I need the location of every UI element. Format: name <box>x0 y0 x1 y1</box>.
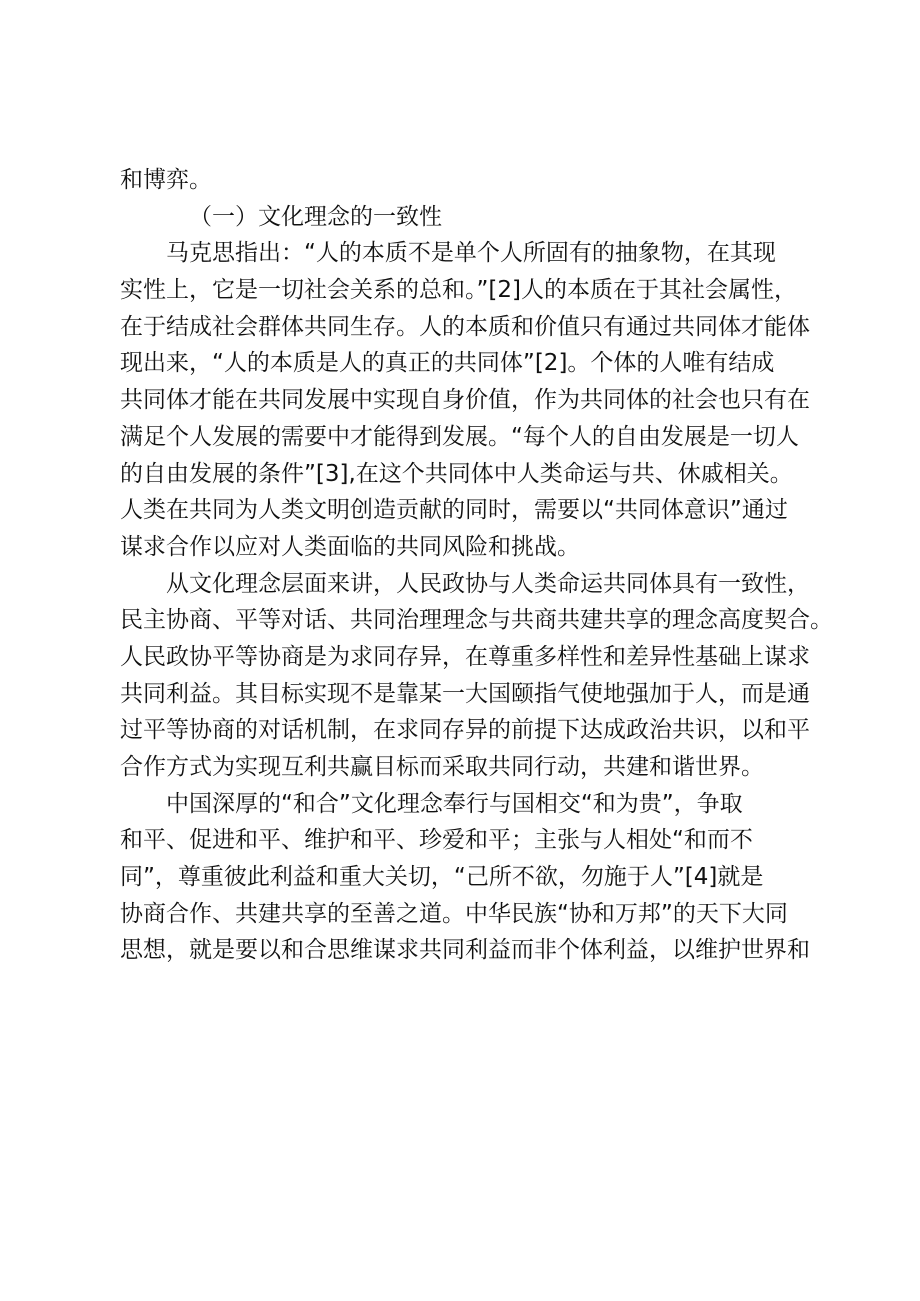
text-line: 共同利益。其目标实现不是靠某一大国颐指气使地强加于人，而是通 <box>120 680 810 707</box>
text-line: 思想，就是要以和合思维谋求共同利益而非个体利益，以维护世界和 <box>120 937 810 964</box>
text-line: 和平、促进和平、维护和平、珍爱和平；主张与人相处“和而不 <box>120 827 753 854</box>
text-line: 的自由发展的条件”[3],在这个共同体中人类命运与共、休戚相关。 <box>120 460 793 487</box>
body-text <box>120 162 833 969</box>
text-line: 合作方式为实现互利共赢目标而采取共同行动，共建和谐世界。 <box>120 754 764 780</box>
text-line: 在于结成社会群体共同生存。人的本质和价值只有通过共同体才能体 <box>120 313 810 340</box>
text-line: 和博弈。 <box>120 167 212 193</box>
text-line: 民主协商、平等对话、共同治理理念与共商共建共享的理念高度契合。 <box>120 607 833 634</box>
text-line: 实性上，它是一切社会关系的总和。”[2]人的本质在于其社会属性， <box>120 277 797 304</box>
text-line: 人民政协平等协商是为求同存异，在尊重多样性和差异性基础上谋求 <box>120 643 810 670</box>
section-heading: （一）文化理念的一致性 <box>189 203 442 230</box>
text-line: 协商合作、共建共享的至善之道。中华民族“协和万邦”的天下大同 <box>120 900 788 927</box>
text-line: 过平等协商的对话机制，在求同存异的前提下达成政治共识，以和平 <box>120 717 810 744</box>
text-line: 从文化理念层面来讲，人民政协与人类命运共同体具有一致性， <box>166 570 810 597</box>
text-line: 共同体才能在共同发展中实现自身价值，作为共同体的社会也只有在 <box>120 387 810 414</box>
text-line: 马克思指出：“人的本质不是单个人所固有的抽象物，在其现 <box>166 240 776 267</box>
text-line: 满足个人发展的需要中才能得到发展。“每个人的自由发展是一切人 <box>120 423 799 450</box>
text-line: 人类在共同为人类文明创造贡献的同时，需要以“共同体意识”通过 <box>120 497 788 524</box>
text-line: 谋求合作以应对人类面临的共同风险和挑战。 <box>120 533 580 560</box>
text-line: 现出来，“人的本质是人的真正的共同体”[2]。个体的人唯有结成 <box>120 350 775 377</box>
text-line: 中国深厚的“和合”文化理念奉行与国相交“和为贵”，争取 <box>166 790 743 817</box>
text-line: 同”，尊重彼此利益和重大关切，“己所不欲，勿施于人”[4]就是 <box>120 864 764 891</box>
